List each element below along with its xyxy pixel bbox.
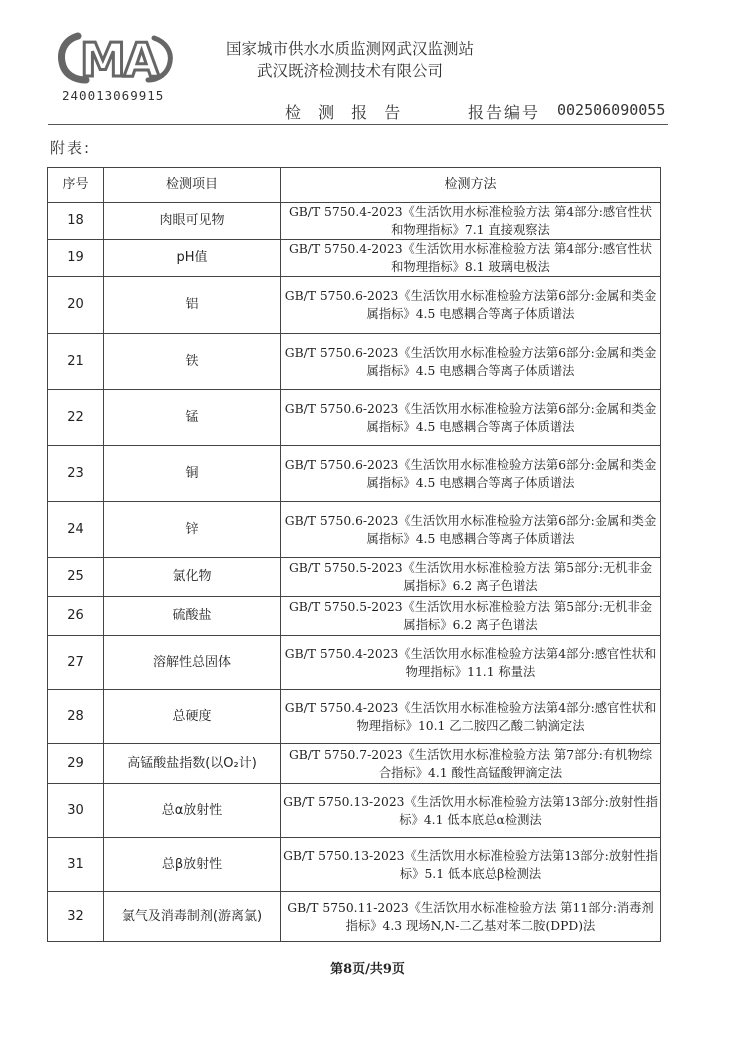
table-row	[48, 838, 661, 892]
org-line-1: 国家城市供水水质监测网武汉监测站	[225, 40, 474, 58]
row-number: 19	[48, 240, 104, 277]
table-row	[48, 446, 661, 502]
row-method: GB/T 5750.4-2023《生活饮用水标准检验方法第4部分:感官性状和物理指标》10.1 乙二胺四乙酸二钠滴定法	[281, 690, 661, 744]
report-number: 002506090055	[557, 101, 666, 119]
row-method: GB/T 5750.6-2023《生活饮用水标准检验方法第6部分:金属和类金属指标》4.5 电感耦合等离子体质谱法	[281, 446, 661, 502]
header-number: 序号	[48, 168, 104, 203]
row-method: GB/T 5750.6-2023《生活饮用水标准检验方法第6部分:金属和类金属指标》4.5 电感耦合等离子体质谱法	[281, 390, 661, 446]
row-item: 锰	[104, 390, 281, 446]
row-item: 氯气及消毒制剂(游离氯)	[104, 892, 281, 942]
table-row	[48, 240, 661, 277]
table-header-row	[48, 168, 661, 203]
row-method: GB/T 5750.13-2023《生活饮用水标准检验方法第13部分:放射性指标》5.1 低本底总β检测法	[281, 838, 661, 892]
organization-name	[200, 38, 500, 82]
row-method: GB/T 5750.4-2023《生活饮用水标准检验方法 第4部分:感官性状和物理指标》8.1 玻璃电极法	[281, 240, 661, 277]
table-row	[48, 203, 661, 240]
row-number: 29	[48, 744, 104, 784]
svg-text:MA: MA	[80, 33, 158, 86]
table-row	[48, 892, 661, 942]
header-divider	[48, 124, 668, 125]
row-number: 32	[48, 892, 104, 942]
table-row	[48, 597, 661, 636]
row-number: 30	[48, 784, 104, 838]
header-item: 检测项目	[104, 168, 281, 203]
header-method: 检测方法	[281, 168, 661, 203]
row-item: 硫酸盐	[104, 597, 281, 636]
appendix-label: 附表:	[50, 139, 92, 157]
row-number: 20	[48, 277, 104, 334]
row-method: GB/T 5750.6-2023《生活饮用水标准检验方法第6部分:金属和类金属指标》4.5 电感耦合等离子体质谱法	[281, 277, 661, 334]
cma-seal-icon	[58, 30, 176, 86]
row-item: 溶解性总固体	[104, 636, 281, 690]
row-number: 23	[48, 446, 104, 502]
row-item: 总α放射性	[104, 784, 281, 838]
row-item: 肉眼可见物	[104, 203, 281, 240]
page-number: 第8页/共9页	[330, 962, 405, 977]
row-method: GB/T 5750.6-2023《生活饮用水标准检验方法第6部分:金属和类金属指标》4.5 电感耦合等离子体质谱法	[281, 334, 661, 390]
row-item: 总β放射性	[104, 838, 281, 892]
row-method: GB/T 5750.11-2023《生活饮用水标准检验方法 第11部分:消毒剂指标》4.3 现场N,N-二乙基对苯二胺(DPD)法	[281, 892, 661, 942]
table-row	[48, 502, 661, 558]
row-item: 铝	[104, 277, 281, 334]
test-methods-table	[47, 167, 661, 942]
row-item: 氯化物	[104, 558, 281, 597]
row-item: 高锰酸盐指数(以O₂计)	[104, 744, 281, 784]
row-number: 18	[48, 203, 104, 240]
row-method: GB/T 5750.6-2023《生活饮用水标准检验方法第6部分:金属和类金属指标》4.5 电感耦合等离子体质谱法	[281, 502, 661, 558]
table-row	[48, 784, 661, 838]
table-row	[48, 636, 661, 690]
report-number-label: 报告编号	[468, 103, 541, 122]
cma-logo	[58, 30, 178, 86]
row-method: GB/T 5750.4-2023《生活饮用水标准检验方法第4部分:感官性状和物理指标》11.1 称量法	[281, 636, 661, 690]
row-number: 25	[48, 558, 104, 597]
table-row	[48, 744, 661, 784]
row-number: 21	[48, 334, 104, 390]
row-number: 31	[48, 838, 104, 892]
row-method: GB/T 5750.5-2023《生活饮用水标准检验方法 第5部分:无机非金属指标》6.2 离子色谱法	[281, 558, 661, 597]
row-item: pH值	[104, 240, 281, 277]
table-row	[48, 390, 661, 446]
row-number: 22	[48, 390, 104, 446]
table-row	[48, 690, 661, 744]
table-row	[48, 334, 661, 390]
row-method: GB/T 5750.4-2023《生活饮用水标准检验方法 第4部分:感官性状和物理指标》7.1 直接观察法	[281, 203, 661, 240]
report-title: 检 测 报 告	[285, 103, 407, 122]
cma-certificate-number: 240013069915	[62, 88, 165, 103]
row-item: 总硬度	[104, 690, 281, 744]
row-item: 铁	[104, 334, 281, 390]
table-row	[48, 558, 661, 597]
row-number: 27	[48, 636, 104, 690]
row-item: 铜	[104, 446, 281, 502]
row-number: 28	[48, 690, 104, 744]
row-method: GB/T 5750.7-2023《生活饮用水标准检验方法 第7部分:有机物综合指标》4.1 酸性高锰酸钾滴定法	[281, 744, 661, 784]
row-number: 24	[48, 502, 104, 558]
org-line-2: 武汉既济检测技术有限公司	[256, 62, 443, 80]
row-item: 锌	[104, 502, 281, 558]
row-method: GB/T 5750.13-2023《生活饮用水标准检验方法第13部分:放射性指标》4.1 低本底总α检测法	[281, 784, 661, 838]
row-method: GB/T 5750.5-2023《生活饮用水标准检验方法 第5部分:无机非金属指标》6.2 离子色谱法	[281, 597, 661, 636]
row-number: 26	[48, 597, 104, 636]
table-row	[48, 277, 661, 334]
